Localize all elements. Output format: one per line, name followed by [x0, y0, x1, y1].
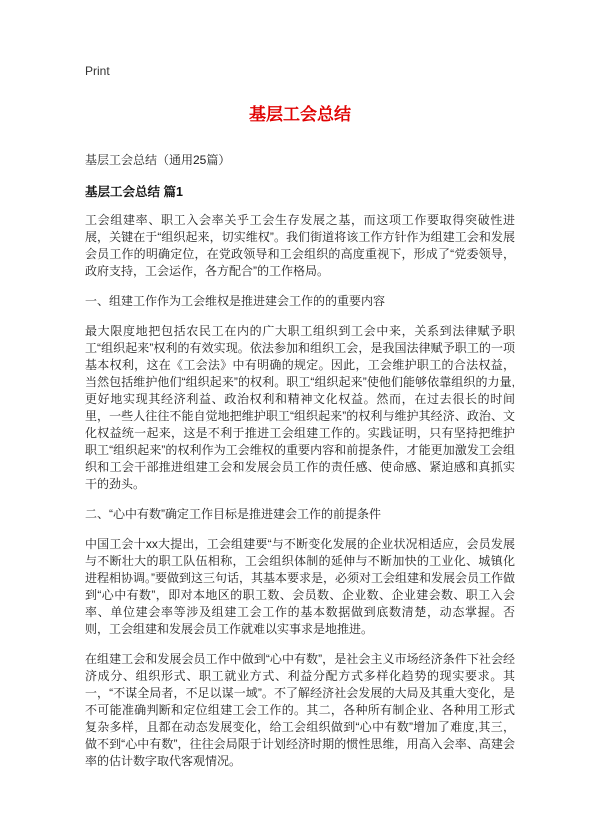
article-heading: 基层工会总结 篇1	[85, 185, 183, 199]
paragraph: 最大限度地把包括农民工在内的广大职工组织到工会中来，关系到法律赋予职工“组织起来”权利的有效实现。依法参加和组织工会，是我国法律赋予职工的一项基本权利，这在《工会法》中有明确的规定。因此，工会维护职工的合法权益，当然包括维护他们“组织起来”的权利。职工“组织起来”使他们能够依靠组织的力量,更好地实现其经济利益、政治权利和精神文化权益。然而，在过去很长的时间里，一些人往往不能自觉地把维护职工“组织起来”的权利与维护其经济、政治、文化权益统一起来，这是不利于推进工会组建工作的。实践证明，只有坚持把维护职工“组织起来”的权利作为工会维权的重要内容和前提条件，才能更加激发工会组织和工会干部推进组建工会和发展会员工作的责任感、使命感、紧迫感和真抓实干的劲头。	[85, 324, 515, 491]
paragraph: 工会组建率、职工入会率关乎工会生存发展之基，而这项工作要取得突破性进展，关键在于“组织起来，切实维权”。我们街道将该工作方针作为组建工会和发展会员工作的明确定位，在党政领导和工会组织的高度重视下，形成了“党委领导，政府支持，工会运作，各方配合”的工作格局。	[85, 213, 515, 278]
section-subheading: 二、“心中有数”确定工作目标是推进建会工作的前提条件	[85, 507, 381, 521]
paragraph: 中国工会十xx大提出，工会组建要“与不断变化发展的企业状况相适应，会员发展与不断壮大的职工队伍相称，工会组织体制的延伸与不断加快的工业化、城镇化进程相协调。”要做到这三句话，其基本要求是，必须对工会组建和发展会员工作做到“心中有数”，即对本地区的职工数、会员数、企业数、企业建会数、职工入会率、单位建会率等涉及组建工会工作的基本数据做到底数清楚，动态掌握。否则，工会组建和发展会员工作就难以实事求是地推进。	[85, 537, 515, 636]
document-title: 基层工会总结	[249, 105, 351, 124]
paragraph: 在组建工会和发展会员工作中做到“心中有数”，是社会主义市场经济条件下社会经济成分、组织形式、职工就业方式、利益分配方式多样化趋势的现实要求。其一，“不谋全局者，不足以谋一域”。不了解经济社会发展的大局及其重大变化，是不可能准确判断和定位组建工会工作的。其二，各种所有制企业、各种用工形式复杂多样，且都在动态发展变化，给工会组织做到“心中有数”增加了难度,其三，做不到“心中有数”，往往会局限于计划经济时期的惯性思维，用高入会率、高建会率的估计数字取代客观情况。	[85, 652, 515, 768]
section-subheading: 一、组建工作作为工会维权是推进建会工作的的重要内容	[85, 294, 386, 308]
print-link[interactable]: Print	[85, 64, 110, 78]
document-subtitle: 基层工会总结（通用25篇）	[85, 153, 231, 167]
